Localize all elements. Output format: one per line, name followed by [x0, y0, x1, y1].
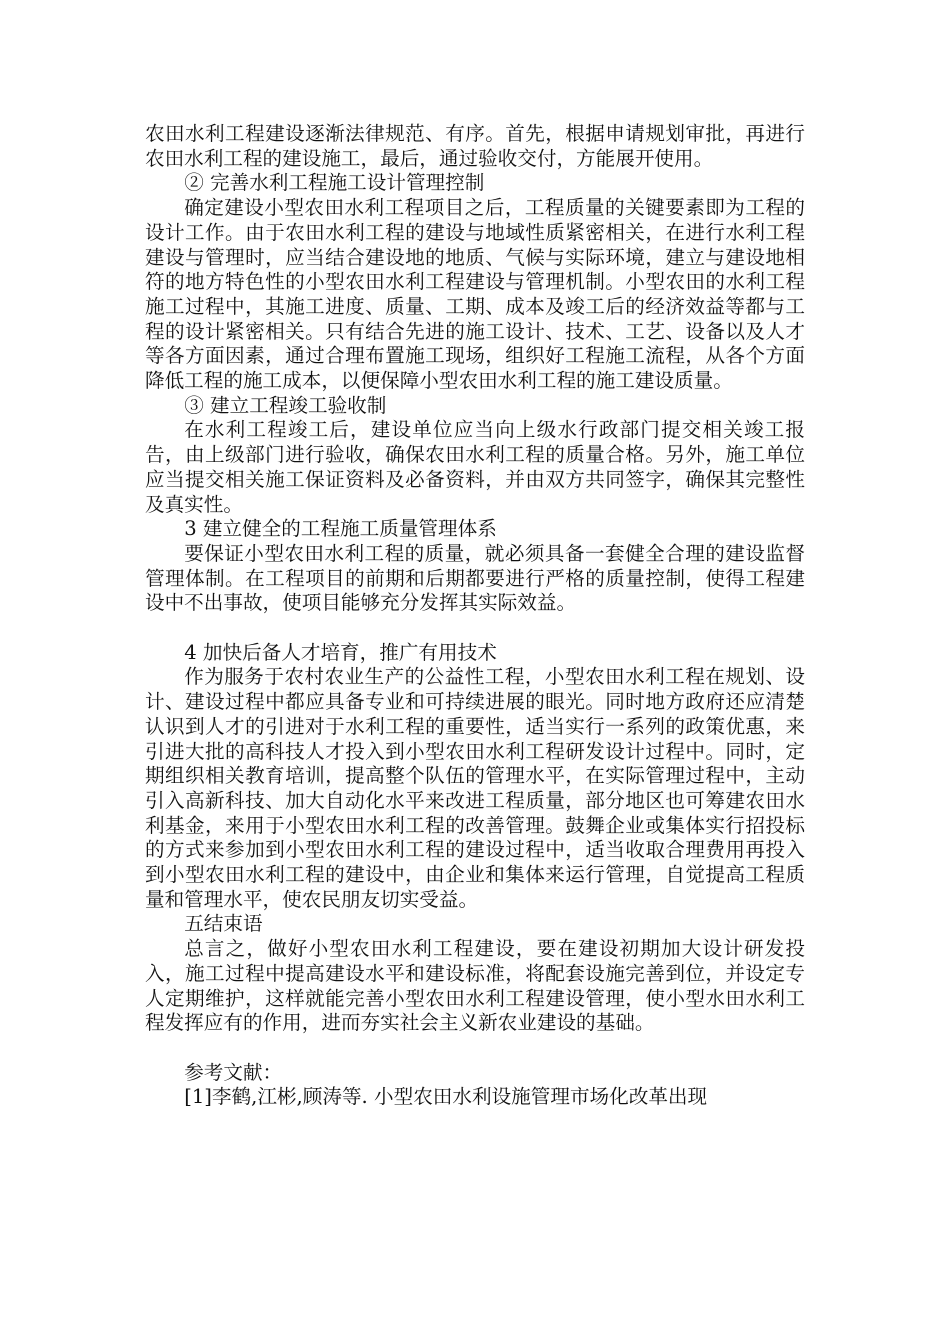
heading-section-4: 4 加快后备人才培育，推广有用技术: [184, 640, 497, 664]
paragraph-design-management: 确定建设小型农田水利工程项目之后，工程质量的关键要素即为工程的设计工作。由于农田水利工程的建设与地域性质紧密相关，在进行水利工程建设与管理时，应当结合建设地的地质、气候与实际环境，建立与建设地相符的地方特色性的小型农田水利工程建设与管理机制。小型农田的水利工程施工过程中，其施工进度、质量、工期、成本及竣工后的经济效益等都与工程的设计紧密相关。只有结合先进的施工设计、技术、工艺、设备以及人才等各方面因素，通过合理布置施工现场，组织好工程施工流程，从各个方面降低工程的施工成本，以便保障小型农田水利工程的施工建设质量。: [145, 196, 805, 393]
paragraph-conclusion: 总言之，做好小型农田水利工程建设，要在建设初期加大设计研发投入，施工过程中提高建设水平和建设标准，将配套设施完善到位，并设定专人定期维护，这样就能完善小型农田水利工程建设管理，使小型水田水利工程发挥应有的作用，进而夯实社会主义新农业建设的基础。: [145, 937, 805, 1035]
heading-acceptance-system: ③ 建立工程竣工验收制: [184, 393, 387, 417]
paragraph-approval-process: 农田水利工程建设逐渐法律规范、有序。首先，根据申请规划审批，再进行农田水利工程的建设施工，最后，通过验收交付，方能展开使用。: [145, 122, 805, 170]
paragraph-talent-training: 作为服务于农村农业生产的公益性工程，小型农田水利工程在规划、设计、建设过程中都应具备专业和可持续进展的眼光。同时地方政府还应清楚认识到人才的引进对于水利工程的重要性，适当实行一系列的政策优惠，来引进大批的高科技人才投入到小型农田水利工程研发设计过程中。同时，定期组织相关教育培训，提高整个队伍的管理水平，在实际管理过程中，主动引入高新科技、加大自动化水平来改进工程质量，部分地区也可筹建农田水利基金，来用于小型农田水利工程的改善管理。鼓舞企业或集体实行招投标的方式来参加到小型农田水利工程的建设过程中，适当收取合理费用再投入到小型农田水利工程的建设中，由企业和集体来运行管理，自觉提高工程质量和管理水平，使农民朋友切实受益。: [145, 665, 805, 911]
heading-references: 参考文献：: [184, 1060, 283, 1084]
heading-conclusion: 五结束语: [184, 912, 263, 936]
reference-item-1: [1]李鹤,江彬,顾涛等. 小型农田水利设施管理市场化改革出现: [184, 1085, 708, 1109]
heading-section-3: 3 建立健全的工程施工质量管理体系: [184, 517, 497, 541]
paragraph-acceptance-system: 在水利工程竣工后，建设单位应当向上级水行政部门提交相关竣工报告，由上级部门进行验收，确保农田水利工程的质量合格。另外，施工单位应当提交相关施工保证资料及必备资料，并由双方共同签字，确保其完整性及真实性。: [145, 418, 805, 516]
paragraph-quality-system: 要保证小型农田水利工程的质量，就必须具备一套健全合理的建设监督管理体制。在工程项目的前期和后期都要进行严格的质量控制，使得工程建设中不出事故，使项目能够充分发挥其实际效益。: [145, 541, 805, 615]
document-page: [145, 122, 805, 1110]
heading-design-management: ② 完善水利工程施工设计管理控制: [184, 171, 485, 195]
